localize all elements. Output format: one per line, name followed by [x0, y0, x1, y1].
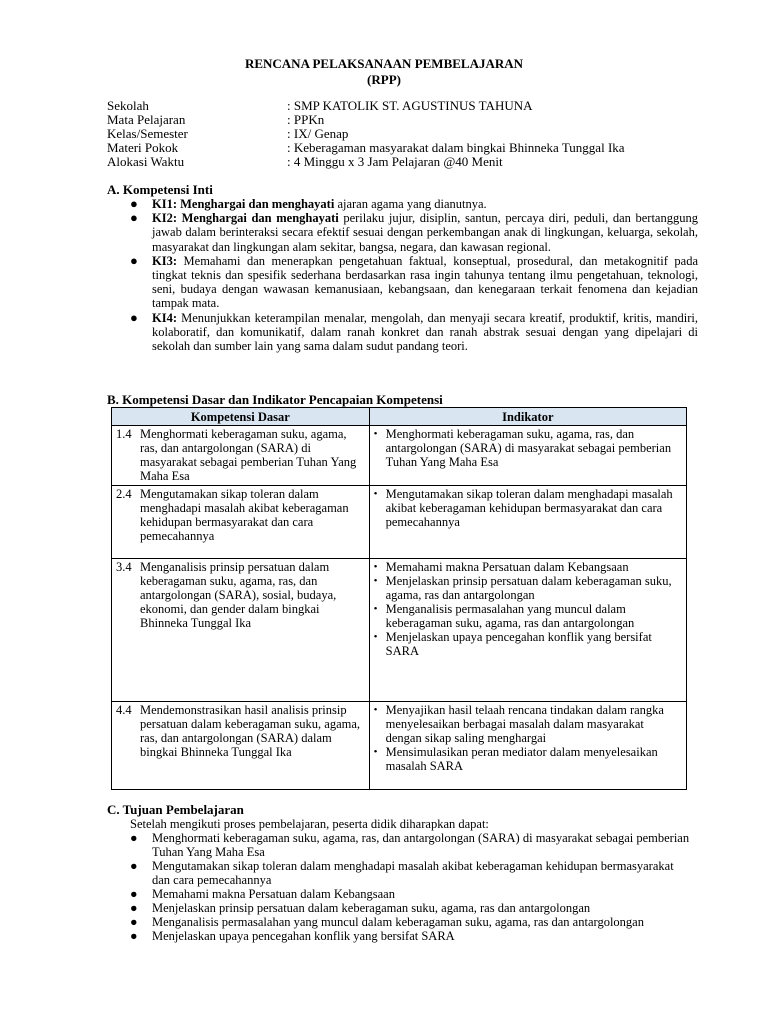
- kd-number: 1.4: [116, 427, 132, 441]
- list-item: [130, 211, 698, 254]
- tujuan-text: Menjelaskan upaya pencegahan konflik yang bersifat SARA: [152, 929, 455, 943]
- identity-block: [107, 99, 625, 169]
- kompetensi-inti-list: [130, 197, 698, 353]
- list-item: [374, 487, 683, 529]
- bullet-icon: ●: [130, 859, 138, 873]
- list-item: [130, 887, 690, 901]
- bullet-icon: ●: [130, 831, 138, 845]
- info-value: : IX/ Genap: [287, 126, 349, 141]
- kd-cell: [112, 426, 370, 486]
- bullet-icon: ●: [130, 929, 138, 943]
- info-value: : 4 Minggu x 3 Jam Pelajaran @40 Menit: [287, 154, 503, 169]
- list-item: [374, 745, 683, 773]
- indicator-text: Mensimulasikan peran mediator dalam menyelesaikan masalah SARA: [385, 745, 658, 773]
- info-row-kelas-semester: [107, 127, 625, 141]
- info-row-materi-pokok: [107, 141, 625, 155]
- bullet-icon: ●: [130, 309, 138, 325]
- ki-title: KI1: Menghargai dan menghayati: [152, 197, 335, 211]
- kd-number: 2.4: [116, 487, 132, 501]
- list-item: [130, 311, 698, 354]
- section-a-heading: A. Kompetensi Inti: [107, 182, 213, 197]
- info-label: Sekolah: [107, 98, 149, 113]
- bullet-icon: •: [373, 603, 378, 615]
- list-item: [130, 254, 698, 311]
- ki-title: KI3:: [152, 253, 177, 268]
- ki-title: KI2: Menghargai dan menghayati: [152, 211, 339, 226]
- tujuan-intro: Setelah mengikuti proses pembelajaran, peserta didik diharapkan dapat:: [130, 817, 489, 831]
- tujuan-text: Menghormati keberagaman suku, agama, ras, dan antargolongan (SARA) di masyarakat sebagai pemberian Tuhan Yang Maha Esa: [152, 831, 690, 859]
- tujuan-text: Mengutamakan sikap toleran dalam menghadapi masalah akibat keberagaman kehidupan bermasyarakat dan cara pemecahannya: [152, 859, 674, 887]
- ki-title: KI4:: [152, 310, 177, 325]
- info-label: Alokasi Waktu: [107, 154, 185, 169]
- bullet-icon: •: [373, 746, 378, 758]
- info-row-mata-pelajaran: [107, 113, 625, 127]
- tujuan-list: [130, 831, 690, 943]
- info-value: : PPKn: [287, 112, 325, 127]
- bullet-icon: •: [373, 704, 378, 716]
- bullet-icon: ●: [130, 901, 138, 915]
- bullet-icon: ●: [130, 887, 138, 901]
- info-label: Materi Pokok: [107, 140, 179, 155]
- kd-cell: [112, 702, 370, 790]
- list-item: [374, 630, 683, 658]
- info-row-sekolah: [107, 99, 625, 113]
- column-header-kd: Kompetensi Dasar: [112, 408, 370, 426]
- list-item: [130, 197, 698, 211]
- table-row: [112, 486, 687, 559]
- list-item: [130, 929, 690, 943]
- indicator-cell: [369, 486, 686, 559]
- kd-text: Menganalisis prinsip persatuan dalam keberagaman suku, agama, ras, dan antargolongan (SARA), sosial, budaya, ekonomi, dan gender dalam bingkai Bhinneka Tunggal Ika: [140, 560, 337, 630]
- kd-number: 3.4: [116, 560, 132, 574]
- ki-text: Menunjukkan keterampilan menalar, mengolah, dan menyaji secara kreatif, produktif, kritis, mandiri, kolaboratif, dan komunikatif, dalam ranah konkret dan ranah abstrak sesuai dengan yang dipelajari di sekolah dan sumber lain yang sama dalam sudut pandang teori.: [152, 310, 698, 354]
- kd-number: 4.4: [116, 703, 132, 717]
- ki-text: Memahami dan menerapkan pengetahuan faktual, konseptual, prosedural, dan metakognitif pada tingkat teknis dan spesifik sederhana berdasarkan rasa ingin tahunya tentang ilmu pengetahuan, teknologi, seni, budaya dengan wawasan kemanusiaan, kebangsaan, dan kenegaraan terkait fenomena dan kejadian tampak mata.: [152, 253, 698, 311]
- bullet-icon: ●: [130, 210, 138, 226]
- bullet-icon: •: [373, 428, 378, 440]
- bullet-icon: •: [373, 488, 378, 500]
- list-item: [374, 574, 683, 602]
- table-header-row: [112, 408, 687, 426]
- table-row: [112, 426, 687, 486]
- indicator-text: Menjelaskan upaya pencegahan konflik yang bersifat SARA: [385, 630, 652, 658]
- info-value: : Keberagaman masyarakat dalam bingkai Bhinneka Tunggal Ika: [287, 140, 625, 155]
- table-row: [112, 702, 687, 790]
- table-row: [112, 559, 687, 702]
- ki-text: perilaku jujur, disiplin, santun, percaya diri, peduli, dan bertanggung jawab dalam berinteraksi secara efektif sesuai dengan perkembangan anak di lingkungan, keluarga, sekolah, masyarakat dan lingkungan alam sekitar, bangsa, negara, dan kawasan regional.: [152, 211, 698, 254]
- list-item: [374, 703, 683, 745]
- indicator-cell: [369, 559, 686, 702]
- kd-text: Mengutamakan sikap toleran dalam menghadapi masalah akibat keberagaman kehidupan bermasyarakat dan cara pemecahannya: [140, 487, 349, 543]
- section-c-heading: C. Tujuan Pembelajaran: [107, 802, 244, 817]
- indicator-text: Menyajikan hasil telaah rencana tindakan dalam rangka menyelesaikan berbagai masalah dalam masyarakat dengan sikap saling menghargai: [385, 703, 664, 745]
- tujuan-text: Menganalisis permasalahan yang muncul dalam keberagaman suku, agama, ras dan antargolongan: [152, 915, 644, 929]
- list-item: [374, 427, 683, 469]
- bullet-icon: •: [373, 575, 378, 587]
- list-item: [374, 560, 683, 574]
- indicator-cell: [369, 426, 686, 486]
- list-item: [130, 915, 690, 929]
- indicator-cell: [369, 702, 686, 790]
- list-item: [130, 901, 690, 915]
- bullet-icon: ●: [130, 252, 138, 268]
- info-label: Kelas/Semester: [107, 126, 188, 141]
- info-label: Mata Pelajaran: [107, 112, 186, 127]
- kd-text: Menghormati keberagaman suku, agama, ras, dan antargolongan (SARA) di masyarakat sebagai pemberian Tuhan Yang Maha Esa: [140, 427, 357, 483]
- indicator-text: Menganalisis permasalahan yang muncul dalam keberagaman suku, agama, ras dan antargolongan: [385, 602, 635, 630]
- tujuan-text: Menjelaskan prinsip persatuan dalam keberagaman suku, agama, ras dan antargolongan: [152, 901, 591, 915]
- ki-text: ajaran agama yang dianutnya.: [334, 197, 487, 211]
- indicator-text: Menjelaskan prinsip persatuan dalam keberagaman suku, agama, ras dan antargolongan: [385, 574, 672, 602]
- info-value: : SMP KATOLIK ST. AGUSTINUS TAHUNA: [287, 98, 533, 113]
- indicator-text: Menghormati keberagaman suku, agama, ras, dan antargolongan (SARA) di masyarakat sebagai pemberian Tuhan Yang Maha Esa: [385, 427, 672, 469]
- bullet-icon: •: [373, 631, 378, 643]
- kd-indikator-table: [111, 407, 687, 790]
- info-row-alokasi-waktu: [107, 155, 625, 169]
- bullet-icon: •: [373, 561, 378, 573]
- indicator-text: Memahami makna Persatuan dalam Kebangsaan: [385, 560, 629, 574]
- kd-text: Mendemonstrasikan hasil analisis prinsip persatuan dalam keberagaman suku, agama, ras, dan antargolongan (SARA) dalam bingkai Bhinneka Tunggal Ika: [140, 703, 361, 759]
- document-subtitle: (RPP): [367, 72, 401, 87]
- bullet-icon: ●: [130, 915, 138, 929]
- document-title: RENCANA PELAKSANAAN PEMBELAJARAN: [244, 56, 524, 71]
- list-item: [374, 602, 683, 630]
- section-b-heading: B. Kompetensi Dasar dan Indikator Pencapaian Kompetensi: [107, 392, 443, 407]
- indicator-text: Mengutamakan sikap toleran dalam menghadapi masalah akibat keberagaman kehidupan bermasyarakat dan cara pemecahannya: [385, 487, 673, 529]
- kd-cell: [112, 559, 370, 702]
- bullet-icon: ●: [130, 196, 138, 211]
- list-item: [130, 859, 690, 887]
- kd-cell: [112, 486, 370, 559]
- list-item: [130, 831, 690, 859]
- column-header-indikator: Indikator: [369, 408, 686, 426]
- tujuan-text: Memahami makna Persatuan dalam Kebangsaan: [152, 887, 395, 901]
